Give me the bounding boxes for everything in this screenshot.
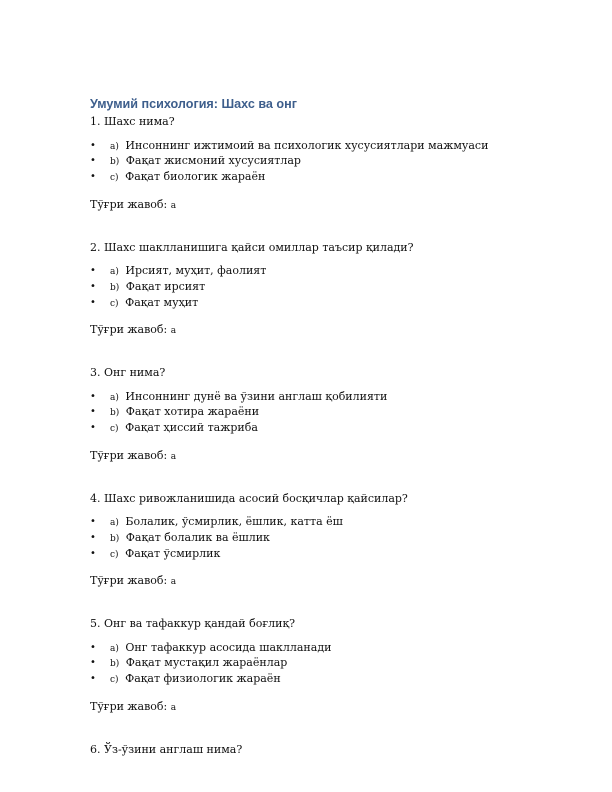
option-list (90, 515, 530, 562)
option-letter: b) (110, 282, 120, 293)
option-letter: c) (110, 298, 119, 309)
option-text: Фақат ҳиссий тажриба (125, 421, 258, 435)
question-text: 1. Шахс нима? (90, 115, 175, 128)
question-text: 6. Ўз-ўзини англаш нима? (90, 742, 243, 756)
option-text: Фақат мустақил жараёнлар (125, 656, 288, 670)
option-text: Фақат болалик ва ёшлик (125, 530, 270, 544)
correct-answer (90, 449, 530, 465)
bullet-icon: • (90, 657, 96, 669)
option-list (90, 264, 530, 311)
option-text: Фақат ирсият (125, 279, 206, 293)
option-letter: c) (110, 675, 119, 686)
option-letter: a) (110, 643, 119, 654)
option-item (90, 264, 530, 280)
option-text: Фақат ўсмирлик (125, 546, 221, 560)
option-letter: c) (110, 173, 119, 184)
answer-value: a (170, 577, 177, 588)
option-letter: a) (110, 392, 119, 403)
document-title: Умумий психология: Шахс ва онг (90, 97, 297, 111)
option-text: Онг тафаккур асосида шаклланади (125, 640, 332, 654)
option-letter: b) (110, 157, 120, 168)
answer-label: Тўғри жавоб: (90, 323, 168, 337)
correct-answer (90, 574, 530, 590)
answer-value: a (170, 451, 177, 462)
bullet-icon: • (90, 139, 96, 151)
question-block (90, 617, 530, 716)
option-item (90, 641, 530, 657)
option-item (90, 170, 530, 186)
option-text: Фақат биологик жараён (125, 170, 266, 184)
option-item (90, 656, 530, 672)
bullet-icon: • (90, 422, 96, 434)
option-text: Болалик, ўсмирлик, ёшлик, катта ёш (125, 515, 343, 529)
bullet-icon: • (90, 390, 96, 402)
option-item (90, 515, 530, 531)
bullet-icon: • (90, 406, 96, 418)
option-letter: b) (110, 659, 120, 670)
option-item (90, 390, 530, 406)
option-text: Инсоннинг дунё ва ўзини англаш қобилияти (125, 389, 388, 403)
bullet-icon: • (90, 641, 96, 653)
answer-value: a (170, 200, 177, 211)
option-list (90, 390, 530, 437)
question-block (90, 743, 530, 758)
answer-label: Тўғри жавоб: (90, 699, 168, 713)
question-text: 2. Шахс шаклланишига қайси омиллар таъсир қилади? (90, 240, 414, 254)
option-text: Фақат хотира жараёни (125, 405, 260, 419)
bullet-icon: • (90, 547, 96, 559)
question-text: 5. Онг ва тафаккур қандай боғлиқ? (90, 617, 296, 631)
answer-label: Тўғри жавоб: (90, 448, 168, 462)
option-text: Фақат физиологик жараён (125, 672, 281, 686)
option-letter: b) (110, 533, 120, 544)
bullet-icon: • (90, 531, 96, 543)
document-body (90, 96, 530, 784)
option-letter: a) (110, 267, 119, 278)
option-letter: a) (110, 518, 119, 529)
answer-label: Тўғри жавоб: (90, 197, 168, 211)
option-item (90, 405, 530, 421)
option-item (90, 421, 530, 437)
option-letter: c) (110, 549, 119, 560)
option-item (90, 154, 530, 170)
option-list (90, 139, 530, 186)
correct-answer (90, 198, 530, 214)
question-text: 4. Шахс ривожланишида асосий босқичлар қайсилар? (90, 491, 408, 505)
option-letter: b) (110, 408, 120, 419)
option-item (90, 531, 530, 547)
option-list (90, 641, 530, 688)
bullet-icon: • (90, 296, 96, 308)
bullet-icon: • (90, 280, 96, 292)
question-text: 3. Онг нима? (90, 366, 166, 380)
bullet-icon: • (90, 155, 96, 167)
option-item (90, 672, 530, 688)
bullet-icon: • (90, 265, 96, 277)
option-item (90, 139, 530, 155)
option-item (90, 296, 530, 312)
bullet-icon: • (90, 516, 96, 528)
option-text: Ирсият, муҳит, фаолият (125, 264, 267, 278)
option-text: Фақат муҳит (125, 295, 199, 309)
bullet-icon: • (90, 673, 96, 685)
bullet-icon: • (90, 171, 96, 183)
answer-label: Тўғри жавоб: (90, 574, 168, 588)
question-block (90, 241, 530, 340)
option-text: Инсоннинг ижтимоий ва психологик хусусиятлари мажмуаси (125, 138, 489, 152)
correct-answer (90, 323, 530, 339)
option-letter: a) (110, 141, 119, 152)
option-letter: c) (110, 424, 119, 435)
question-block (90, 115, 530, 214)
answer-value: a (170, 702, 177, 713)
option-item (90, 547, 530, 563)
answer-value: a (170, 326, 177, 337)
question-block (90, 366, 530, 465)
option-text: Фақат жисмоний хусусиятлар (125, 154, 301, 168)
option-item (90, 280, 530, 296)
correct-answer (90, 700, 530, 716)
question-block (90, 492, 530, 591)
